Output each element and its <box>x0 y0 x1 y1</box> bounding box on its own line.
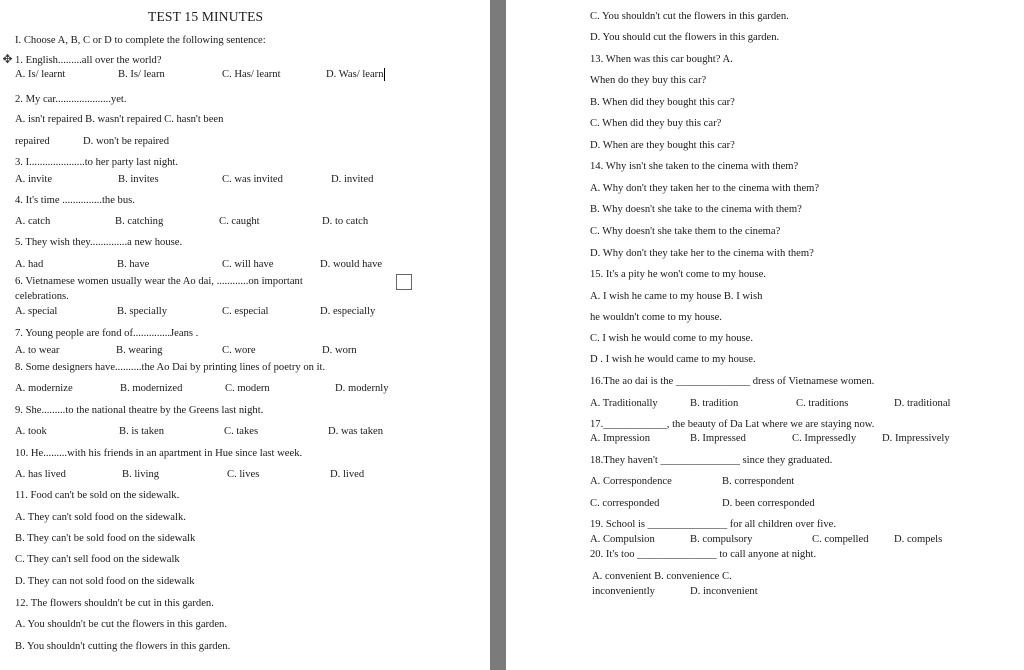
q8-option-a: A. modernize <box>15 383 73 394</box>
q4-option-d: D. to catch <box>322 216 369 227</box>
question-2-stem: 2. My car.....................yet. <box>15 94 127 105</box>
q3-option-a: A. invite <box>15 174 53 185</box>
q17-option-a: A. Impression <box>590 433 651 444</box>
q13-option-a: When do they buy this car? <box>590 75 707 86</box>
q20-options-ab: A. convenient B. convenience C. <box>592 571 732 582</box>
q5-option-c: C. will have <box>222 259 274 270</box>
document-page-left <box>0 0 490 670</box>
checkbox[interactable] <box>396 274 412 290</box>
q15-option-c: C. I wish he would come to my house. <box>590 333 754 344</box>
q9-option-d: D. was taken <box>328 426 384 437</box>
question-6-stem: 6. Vietnamese women usually wear the Ao dai, ............on important <box>15 276 303 287</box>
q3-option-d: D. invited <box>331 174 374 185</box>
question-17-stem: 17.____________, the beauty of Da Lat where we are staying now. <box>590 419 875 430</box>
page-title: TEST 15 MINUTES <box>148 9 264 24</box>
q13-option-d: D. When are they bought this car? <box>590 140 735 151</box>
q16-option-d: D. traditional <box>894 398 951 409</box>
instruction-text: I. Choose A, B, C or D to complete the following sentence: <box>15 35 266 46</box>
question-5-stem: 5. They wish they..............a new house. <box>15 237 183 248</box>
q9-option-a: A. took <box>15 426 47 437</box>
q19-option-a: A. Compulsion <box>590 534 655 545</box>
q4-option-b: B. catching <box>115 216 164 227</box>
q8-option-d: D. modernly <box>335 383 389 394</box>
q12-option-c: C. You shouldn't cut the flowers in this garden. <box>590 11 789 22</box>
table-move-handle-icon[interactable]: ✥ <box>2 52 13 66</box>
q19-option-c: C. compelled <box>812 534 869 545</box>
q3-option-c: C. was invited <box>222 174 283 185</box>
q10-option-c: C. lives <box>227 469 260 480</box>
q7-option-b: B. wearing <box>116 345 163 356</box>
q1-option-c: C. Has/ learnt <box>222 69 281 80</box>
q2-option-d: D. won't be repaired <box>83 136 170 147</box>
q1-option-d[interactable]: D. Was/ learn <box>326 69 384 80</box>
q16-option-b: B. tradition <box>690 398 739 409</box>
q6-option-c: C. especial <box>222 306 269 317</box>
question-7-stem: 7. Young people are fond of..............Jeans . <box>15 328 199 339</box>
question-16-stem: 16.The ao dai is the ______________ dress of Vietnamese women. <box>590 376 875 387</box>
q18-option-a: A. Correspondence <box>590 476 672 487</box>
q7-option-a: A. to wear <box>15 345 60 356</box>
q9-option-c: C. takes <box>224 426 259 437</box>
q4-option-c: C. caught <box>219 216 260 227</box>
question-11-stem: 11. Food can't be sold on the sidewalk. <box>15 490 180 501</box>
q1-option-a: A. Is/ learnt <box>15 69 66 80</box>
question-4-stem: 4. It's time ...............the bus. <box>15 195 135 206</box>
q3-option-b: B. invites <box>118 174 159 185</box>
q14-option-c: C. Why doesn't she take them to the cinema? <box>590 226 781 237</box>
q6-option-d: D. especially <box>320 306 376 317</box>
q2-options-line1: A. isn't repaired B. wasn't repaired C. hasn't been <box>15 114 224 125</box>
q8-option-c: C. modern <box>225 383 270 394</box>
q4-option-a: A. catch <box>15 216 51 227</box>
q17-option-c: C. Impressedly <box>792 433 857 444</box>
q5-option-d: D. would have <box>320 259 383 270</box>
q8-option-b: B. modernized <box>120 383 183 394</box>
question-19-stem: 19. School is _______________ for all children over five. <box>590 519 836 530</box>
q5-option-a: A. had <box>15 259 44 270</box>
q14-option-d: D. Why don't they take her to the cinema with them? <box>590 248 814 259</box>
document-page-right <box>506 0 1024 670</box>
q6-option-b: B. specially <box>117 306 168 317</box>
q13-option-b: B. When did they bought this car? <box>590 97 735 108</box>
q16-option-a: A. Traditionally <box>590 398 658 409</box>
q12-option-a: A. You shouldn't be cut the flowers in this garden. <box>15 619 227 630</box>
q10-option-a: A. has lived <box>15 469 66 480</box>
page-divider <box>490 0 506 670</box>
q18-option-c: C. corresponded <box>590 498 660 509</box>
question-10-stem: 10. He.........with his friends in an apartment in Hue since last week. <box>15 448 303 459</box>
q16-option-c: C. traditions <box>796 398 849 409</box>
q20-option-c-continued: inconveniently <box>592 586 655 597</box>
q13-option-c: C. When did they buy this car? <box>590 118 722 129</box>
q2-options-line2a: repaired <box>15 136 50 147</box>
q15-options-ab: A. I wish he came to my house B. I wish <box>590 291 763 302</box>
q11-option-a: A. They can't sold food on the sidewalk. <box>15 512 186 523</box>
q10-option-b: B. living <box>122 469 160 480</box>
q17-option-b: B. Impressed <box>690 433 746 444</box>
question-1-stem: 1. English.........all over the world? <box>15 55 162 66</box>
q19-option-b: B. compulsory <box>690 534 753 545</box>
question-8-stem: 8. Some designers have..........the Ao Dai by printing lines of poetry on it. <box>15 362 326 373</box>
question-15-stem: 15. It's a pity he won't come to my house. <box>590 269 766 280</box>
question-20-stem: 20. It's too _______________ to call anyone at night. <box>590 549 817 560</box>
q5-option-b: B. have <box>117 259 150 270</box>
q7-option-c: C. wore <box>222 345 256 356</box>
q10-option-d: D. lived <box>330 469 365 480</box>
q12-option-d: D. You should cut the flowers in this garden. <box>590 32 780 43</box>
q6-option-a: A. special <box>15 306 58 317</box>
question-6-stem-continued: celebrations. <box>15 291 69 302</box>
question-13-stem: 13. When was this car bought? A. <box>590 54 733 65</box>
question-18-stem: 18.They haven't _______________ since they graduated. <box>590 455 833 466</box>
q15-option-d: D . I wish he would came to my house. <box>590 354 756 365</box>
q18-option-d: D. been corresponded <box>722 498 815 509</box>
q11-option-c: C. They can't sell food on the sidewalk <box>15 554 180 565</box>
q15-option-b-continued: he wouldn't come to my house. <box>590 312 722 323</box>
q7-option-d: D. worn <box>322 345 357 356</box>
q18-option-b: B. correspondent <box>722 476 795 487</box>
q9-option-b: B. is taken <box>119 426 165 437</box>
q20-option-d: D. inconvenient <box>690 586 758 597</box>
question-14-stem: 14. Why isn't she taken to the cinema with them? <box>590 161 799 172</box>
q11-option-d: D. They can not sold food on the sidewalk <box>15 576 195 587</box>
q14-option-b: B. Why doesn't she take to the cinema with them? <box>590 204 802 215</box>
q17-option-d: D. Impressively <box>882 433 950 444</box>
q1-option-b: B. Is/ learn <box>118 69 165 80</box>
question-3-stem: 3. I.....................to her party last night. <box>15 157 179 168</box>
question-9-stem: 9. She.........to the national theatre by the Greens last night. <box>15 405 264 416</box>
q12-option-b: B. You shouldn't cutting the flowers in this garden. <box>15 641 231 652</box>
question-12-stem: 12. The flowers shouldn't be cut in this garden. <box>15 598 214 609</box>
q14-option-a: A. Why don't they taken her to the cinema with them? <box>590 183 820 194</box>
q19-option-d: D. compels <box>894 534 943 545</box>
q11-option-b: B. They can't be sold food on the sidewalk <box>15 533 196 544</box>
